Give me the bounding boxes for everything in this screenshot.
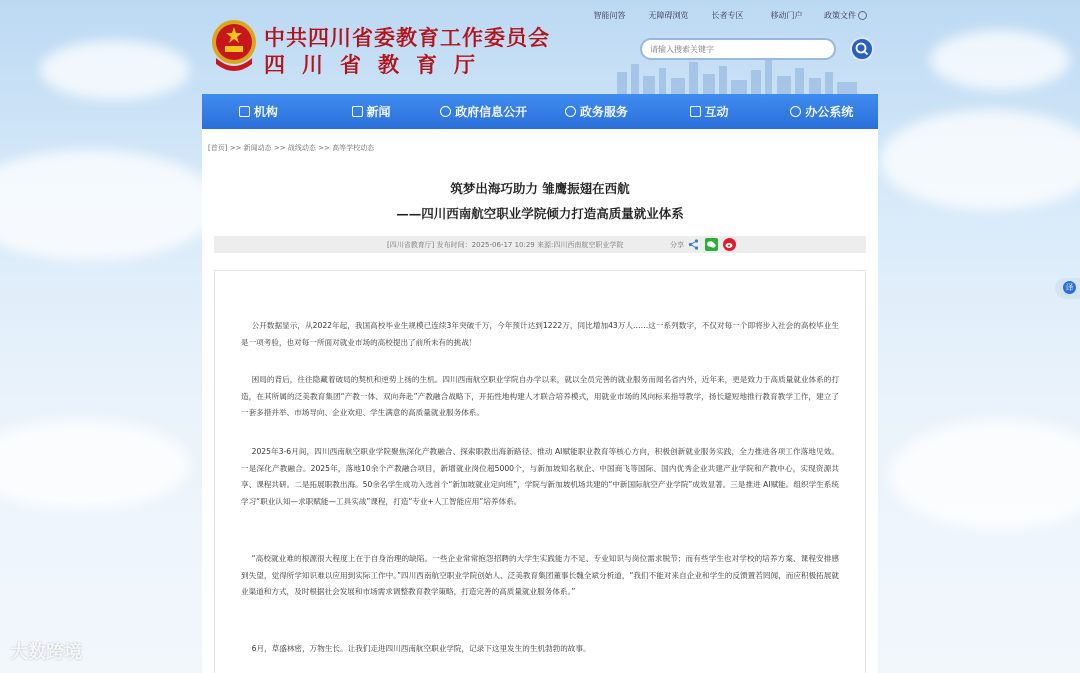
globe-icon [858,11,867,20]
top-link-mobile[interactable]: 移动门户 [770,11,803,20]
article-title: 筑梦出海巧助力 雏鹰振翅在西航 [450,181,630,196]
article-meta-bar [214,236,866,253]
search-icon [852,39,872,59]
breadcrumb-news[interactable]: 新闻动态 [243,144,272,152]
breadcrumb-front[interactable]: 战线动态 [287,144,316,152]
article-paragraph: 公开数据显示，从2022年起，我国高校毕业生规模已连续3年突破千万，今年预计达到1222万，同比增加43万人……这一系列数字，不仅对每一个即将步入社会的高校毕业生是一项考验，也对每一所面对就业市场的高校提出了前所未有的挑战！ [241,321,839,347]
office-icon [790,106,801,117]
nav-label: 新闻 [366,105,391,119]
nav-label: 政务服务 [579,105,628,119]
top-links [580,10,875,21]
city-skyline-illustration [607,58,877,94]
heart-icon [565,106,576,117]
search-input[interactable] [640,38,836,60]
dept-name: 四川省教育厅 [264,53,492,77]
news-icon [352,106,363,117]
nav-label: 互动 [704,105,729,119]
article-paragraph: “高校就业难的根源很大程度上在于自身治理的缺陷。一些企业常常抱怨招聘的大学生实践能力不足、专业知识与岗位需求脱节；而有些学生也对学校的培养方案、课程安排感到失望，觉得所学知识难以应用到实际工作中。”四川西南航空职业学院创始人、泛美教育集团董事长魏全斌分析道，“我们不能对来自企业和学生的反馈置若罔闻，而应积极拓展就业渠道和方式，及时根据社会发展和市场需求调整教育教学策略，打造完善的高质量就业服务体系。” [241,554,839,596]
article-paragraph: 2025年3-6月间，四川西南航空职业学院聚焦深化产教融合、探索职教出海新路径、推动 AI赋能职业教育等核心方向，积极创新就业服务实践，全力推进各项工作落地见效。一是深化产教融合。2025年，落地10余个产教融合项目，新增就业岗位超5000个，与新加坡知名航企、中国商飞等国际、国内优秀企业共建产业学院和产教中心，实现资源共享、课程共研。二是拓展职教出海。50余名学生成功入选首个“新加坡就业定向班”，学院与新加坡机场共建的“中新国际航空产业学院”成效显著。三是推进 AI赋能。组织学生系统学习“职业认知—求职赋能—工具实战”课程，打造“专业+人工智能应用”培养体系。 [241,447,839,506]
cloud [930,30,1070,90]
main-nav [202,94,878,129]
site-header [202,0,878,94]
cloud [0,150,220,260]
nav-label: 办公系统 [805,105,854,119]
nav-item-interaction[interactable] [653,94,766,129]
building-icon [239,106,250,117]
nav-item-institution[interactable] [202,94,315,129]
breadcrumb-sep: >> [229,144,242,152]
org-name: 中共四川省委教育工作委员会 [264,26,550,50]
top-link-policy[interactable] [816,10,875,21]
watermark: 大数跨境 [10,642,82,663]
translate-tab[interactable] [1055,278,1080,299]
article-paragraph: 困局的背后，往往隐藏着破局的契机和逆势上扬的生机。四川西南航空职业学院自办学以来，就以全员完善的就业服务而闻名省内外，近年来，更是致力于高质量就业体系的打造，在其所属的泛美教育集团“产教一体、双向奔赴”产教融合战略下，开拓性地构建人才联合培养模式，用就业市场的风向标来指导教学，扬长避短地推行教育教学工作，建立了一套多措并举、市场导向、企业欢迎、学生满意的高质量就业服务体系。 [241,375,839,417]
share-label: 分享 [670,241,684,249]
chat-icon [690,106,701,117]
cloud [40,40,190,100]
breadcrumb-higher-ed[interactable]: 高等学校动态 [332,144,375,152]
nav-item-gov-info[interactable] [427,94,540,129]
breadcrumb [208,143,374,153]
content-panel [202,129,878,673]
top-link-elderly[interactable]: 长者专区 [711,11,744,20]
nav-item-office[interactable] [765,94,878,129]
top-link-qa[interactable]: 智能问答 [593,11,626,20]
share-icon[interactable] [688,239,699,250]
top-link-accessibility[interactable]: 无障碍浏览 [648,11,689,20]
info-icon [440,106,451,117]
cloud [880,110,1080,210]
weibo-icon[interactable] [723,238,736,251]
nav-label: 政府信息公开 [455,105,528,119]
wechat-icon[interactable] [705,238,718,251]
breadcrumb-sep: >> [273,144,286,152]
article-meta: [四川省教育厅] 发布时间：2025-06-17 10:29 来源:四川西南航空职业学院 [387,241,624,249]
national-emblem-icon [210,18,258,74]
breadcrumb-sep: >> [318,144,330,152]
article-paragraph: 6月，草盛林密，万物生长。让我们走进四川西南航空职业学院，记录下这里发生的生机勃勃的故事。 [251,644,591,653]
nav-item-news[interactable] [315,94,428,129]
breadcrumb-home[interactable]: [首页] [208,144,228,152]
nav-label: 机构 [253,105,278,119]
top-link-policy-label: 政策文件 [824,11,856,20]
article-subtitle: ——四川西南航空职业学院倾力打造高质量就业体系 [396,206,684,221]
cloud [0,420,190,510]
translate-icon: 译 [1063,281,1076,294]
cloud [890,420,1080,530]
nav-item-services[interactable] [540,94,653,129]
